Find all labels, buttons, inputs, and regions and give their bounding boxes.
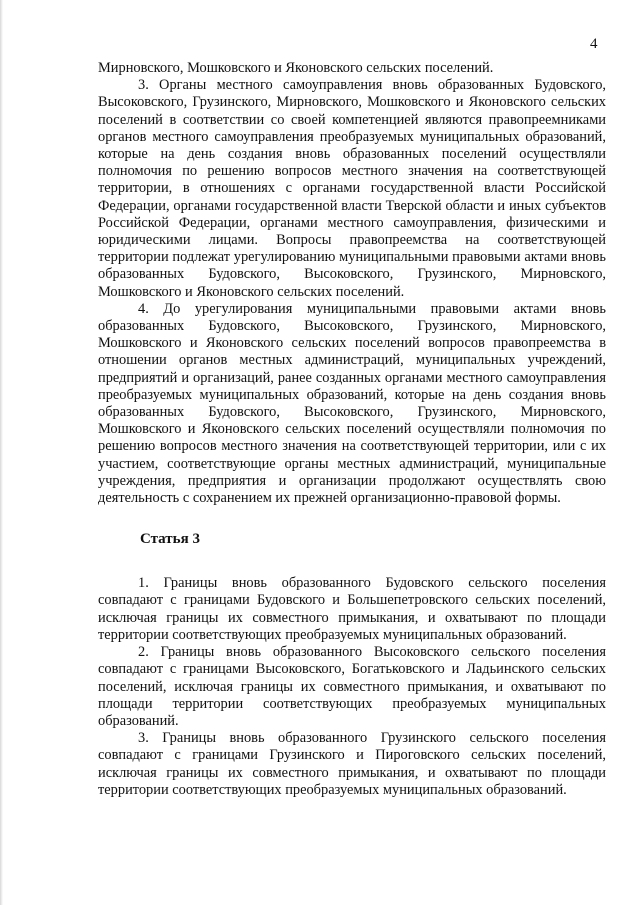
- page-number: 4: [590, 36, 598, 52]
- article-paragraph-3: 3. Границы вновь образованного Грузинского сельского поселения совпадают с границами Грузинского и Пироговского сельских поселений, исключая границы их совместного примыкания, и охватывают по площади территории соответствующих преобразуемых муниципальных образований.: [98, 730, 606, 798]
- document-body: [98, 60, 606, 799]
- article-paragraph-1: 1. Границы вновь образованного Будовского сельского поселения совпадают с границами Будовского и Большепетровского сельских поселений, исключая границы их совместного примыкания, и охватывают по площади территории соответствующих преобразуемых муниципальных образований.: [98, 575, 606, 643]
- article-paragraph-2: 2. Границы вновь образованного Высоковского сельского поселения совпадают с границами Высоковского, Богатьковского и Ладьинского сельских поселений, исключая границы их совместного примыкания, и охватывают по площади территории соответствующих преобразуемых муниципальных образований.: [98, 644, 606, 729]
- paragraph-item-3: 3. Органы местного самоуправления вновь образованных Будовского, Высоковского, Грузинского, Мирновского, Мошковского и Яконовского сельских поселений в соответствии со своей компетенцией являются правопреемниками органов местного самоуправления преобразуемых муниципальных образований, которые на день создания вновь образованных поселений осуществляли полномочия по решению вопросов местного значения на соответствующей территории, в отношениях с органами государственной власти Российской Федерации, органами государственной власти Тверской области и иных субъектов Российской Федерации, органами местного самоуправления, физическими и юридическими лицами. Вопросы правопреемства на соответствующей территории подлежат урегулированию муниципальными правовыми актами вновь образованных Будовского, Высоковского, Грузинского, Мирновского, Мошковского и Яконовского сельских поселений.: [98, 77, 606, 300]
- paragraph-item-4: 4. До урегулирования муниципальными правовыми актами вновь образованных Будовского, Высоковского, Грузинского, Мирновского, Мошковского и Яконовского сельских поселений вопросов правопреемства в отношении органов местных администраций, муниципальных учреждений, предприятий и организаций, ранее созданных органами местного самоуправления преобразуемых муниципальных образований, которые на день создания вновь образованных Будовского, Высоковского, Грузинского, Мирновского, Мошковского и Яконовского сельских поселений осуществляли полномочия по решению вопросов местного значения на соответствующей территории, или с их участием, соответствующие органы местных администраций, муниципальные учреждения, предприятия и организации продолжают осуществлять свою деятельность с сохранением их прежней организационно-правовой формы.: [98, 300, 606, 507]
- scan-edge-shadow: [0, 0, 3, 905]
- article-heading: Статья 3: [140, 531, 200, 548]
- paragraph-continuation: Мирновского, Мошковского и Яконовского сельских поселений.: [98, 60, 494, 76]
